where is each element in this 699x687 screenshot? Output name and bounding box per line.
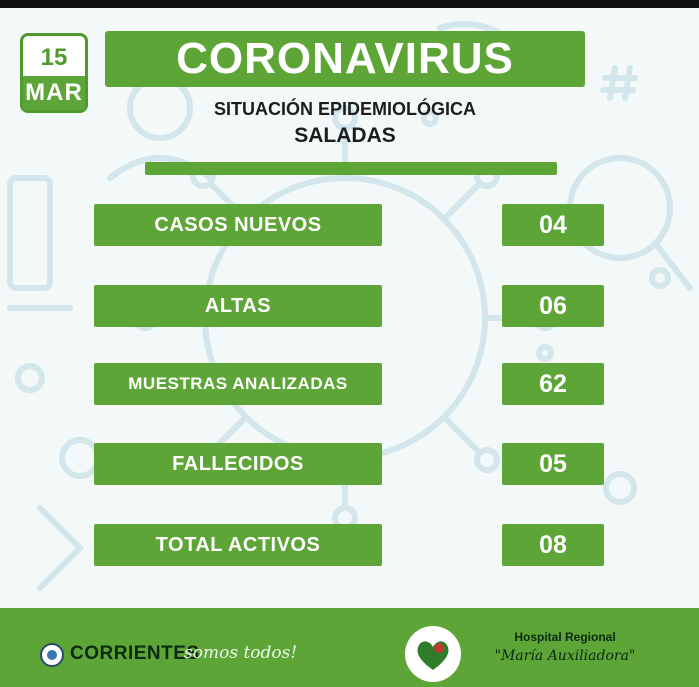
stat-row-fallecidos — [0, 443, 699, 485]
stat-label: TOTAL ACTIVOS — [94, 524, 382, 566]
page-subtitle: SITUACIÓN EPIDEMIOLÓGICA — [213, 99, 476, 119]
province-name: CORRIENTES — [70, 643, 200, 664]
stat-value: 08 — [502, 524, 604, 566]
hash-icon — [603, 68, 635, 98]
stat-label: FALLECIDOS — [94, 443, 382, 485]
province-slogan: somos todos! — [184, 643, 298, 663]
stat-label: ALTAS — [94, 285, 382, 327]
stat-value: 62 — [502, 363, 604, 405]
page-title: CORONAVIRUS — [105, 31, 585, 87]
province-seal-icon — [40, 643, 64, 667]
stat-value: 06 — [502, 285, 604, 327]
date-month: MAR — [23, 76, 85, 110]
hospital-heart-logo-icon — [405, 626, 461, 682]
hospital-subtitle: "María Auxiliadora" — [494, 648, 636, 664]
stat-row-casos-nuevos — [0, 204, 699, 246]
stat-row-total-activos — [0, 524, 699, 566]
title-underline — [145, 162, 557, 175]
date-badge — [20, 33, 88, 113]
location-name: SALADAS — [294, 124, 396, 147]
top-edge-bar — [0, 0, 699, 8]
stat-value: 05 — [502, 443, 604, 485]
stat-row-muestras-analizadas — [0, 363, 699, 405]
stat-row-altas — [0, 285, 699, 327]
footer — [0, 608, 699, 687]
hospital-name: Hospital Regional — [514, 630, 616, 644]
date-day: 15 — [40, 44, 68, 71]
stat-label: MUESTRAS ANALIZADAS — [94, 363, 382, 405]
stat-value: 04 — [502, 204, 604, 246]
stat-label: CASOS NUEVOS — [94, 204, 382, 246]
